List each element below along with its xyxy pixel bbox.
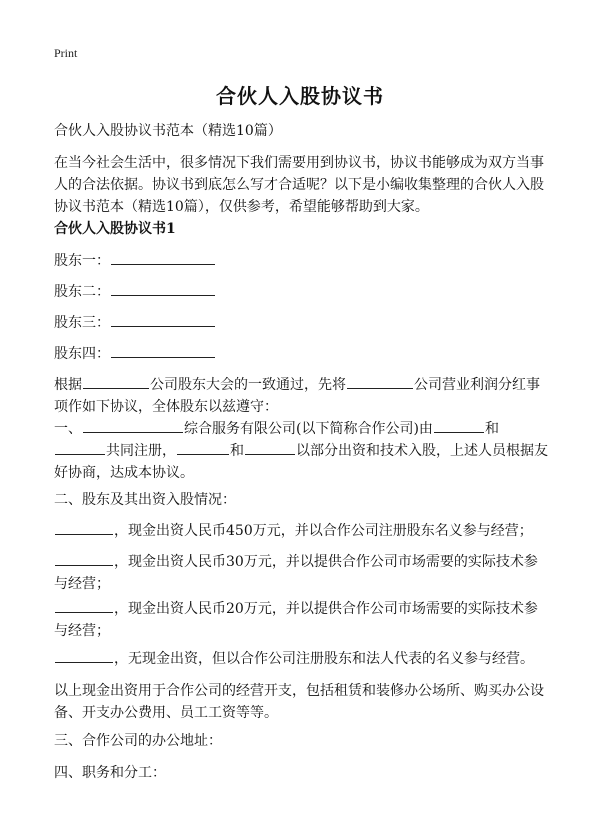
investment-4-blank (55, 648, 113, 663)
shareholder-4 (54, 343, 216, 363)
shareholder-4-label: 股东四： (54, 346, 110, 362)
clause-1-text-5: 以部分出资和技术入股，上述人员根据友好协商，达成本协议。 (54, 443, 548, 481)
clause-1-text-3: 共同注册， (106, 443, 176, 459)
resolution-mid: 公司股东大会的一致通过，先将 (150, 377, 346, 393)
clause-2-heading: 二、股东及其出资入股情况： (54, 492, 236, 508)
clause-1 (54, 418, 548, 484)
clause-1-number: 一、 (54, 421, 82, 437)
clause-1-blank-4 (177, 440, 229, 455)
investment-2-text: ，现金出资人民币30万元，并以提供合作公司市场需要的实际技术参与经营； (54, 554, 538, 592)
shareholder-1-label: 股东一： (54, 253, 110, 269)
resolution-blank-1 (83, 374, 149, 389)
resolution-suffix: 公司营业利润分红事项作如下协议，全体股东以兹遵守： (54, 377, 540, 415)
investment-1 (54, 520, 548, 542)
clause-3-heading: 三、合作公司的办公地址： (54, 733, 222, 749)
investment-2 (54, 551, 548, 595)
investment-3-blank (55, 598, 113, 613)
document-title: 合伙人入股协议书 (216, 84, 384, 108)
shareholder-2-label: 股东二： (54, 284, 110, 300)
shareholder-1 (54, 250, 216, 270)
investment-1-text: ，现金出资人民币450万元，并以合作公司注册股东名义参与经营； (114, 523, 533, 539)
clause-4-heading: 四、职务和分工： (54, 765, 166, 781)
usage-paragraph: 以上现金出资用于合作公司的经营开支，包括租赁和装修办公场所、购买办公设备、开支办公费用、员工工资等等。 (54, 683, 544, 721)
print-label[interactable]: Print (54, 46, 78, 60)
clause-1-text-1: 综合服务有限公司(以下简称合作公司)由 (184, 421, 433, 437)
shareholder-3-label: 股东三： (54, 315, 110, 331)
clause-1-blank-1 (83, 418, 183, 433)
document-subtitle: 合伙人入股协议书范本（精选10篇） (54, 123, 282, 139)
clause-1-blank-3 (55, 440, 105, 455)
shareholder-2-blank (111, 281, 215, 296)
investment-4-text: ，无现金出资，但以合作公司注册股东和法人代表的名义参与经营。 (114, 651, 534, 667)
investment-1-blank (55, 520, 113, 535)
section-heading: 合伙人入股协议书1 (54, 221, 176, 237)
shareholder-2 (54, 281, 216, 301)
investment-3 (54, 598, 548, 642)
clause-1-text-2: 和 (484, 421, 499, 437)
clause-1-text-4: 和 (230, 443, 244, 459)
clause-1-blank-2 (434, 418, 484, 433)
shareholder-1-blank (111, 250, 215, 265)
shareholder-3 (54, 312, 216, 332)
shareholder-3-blank (111, 312, 215, 327)
investment-2-blank (55, 551, 113, 566)
resolution-prefix: 根据 (54, 377, 82, 393)
resolution-paragraph (54, 374, 548, 418)
investment-4 (54, 648, 548, 670)
investment-3-text: ，现金出资人民币20万元，并以提供合作公司市场需要的实际技术参与经营； (54, 601, 538, 639)
resolution-blank-2 (347, 374, 413, 389)
intro-paragraph: 在当今社会生活中，很多情况下我们需要用到协议书，协议书能够成为双方当事人的合法依据。协议书到底怎么写才合适呢？以下是小编收集整理的合伙人入股协议书范本（精选10篇），仅供参考，希望能够帮助到大家。 (54, 155, 544, 215)
shareholder-4-blank (111, 343, 215, 358)
clause-1-blank-5 (245, 440, 295, 455)
